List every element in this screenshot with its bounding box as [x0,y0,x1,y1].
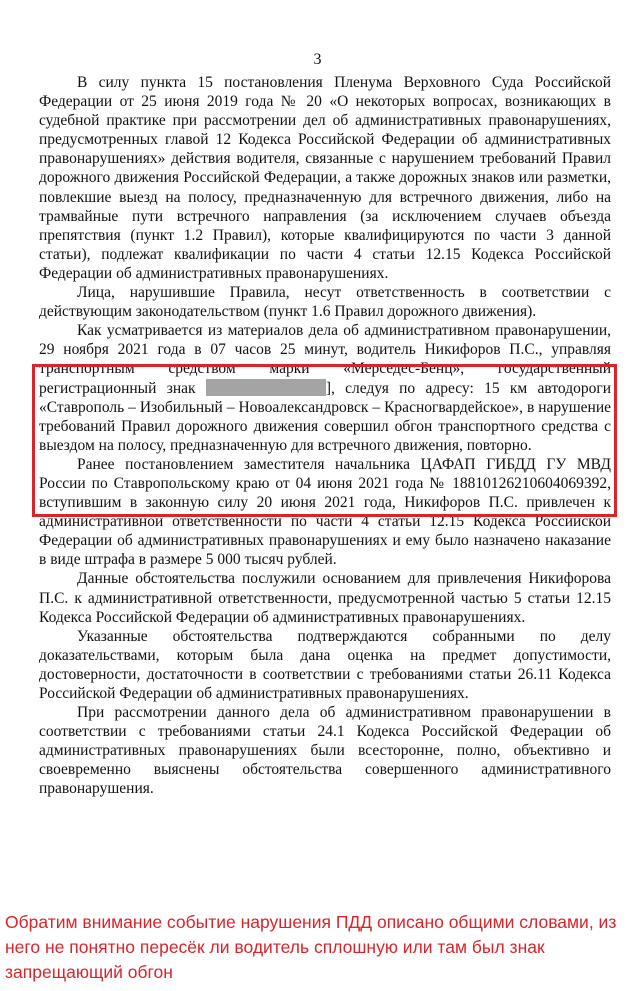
paragraph-legal-basis: В силу пункта 15 постановления Пленума Верховного Суда Российской Федерации от 25 июня 2019 года № 20 «О некоторых вопросах, возникающих в судебной практике при рассмотрении дел об административных правонарушениях, предусмотренных главой 12 Кодекса Российской Федерации об административных правонарушениях» действия водителя, связанные с нарушением требований Правил дорожного движения Российской Федерации, а также дорожных знаков или разметки, повлекшие выезд на полосу, предназначенную для встречного движения, либо на трамвайные пути встречного направления (за исключением случаев объезда препятствия (пункт 1.2 Правил), которые квалифицируются по части 3 данной статьи), подлежат квалификации по части 4 статьи 12.15 Кодекса Российской Федерации об административных правонарушениях. [39,74,611,282]
incident-text-part-1: Как усматривается из материалов дела об административном правонарушении, 29 ноября 2021 года в 07 часов 25 минут, водитель Никифоров П.С., управляя транспортным средством марки «Мерседес-Бенц», государственный регистрационный знак [39,322,611,397]
paragraph-evidence: Указанные обстоятельства подтверждаются собранными по делу доказательствами, которым была дана оценка на предмет допустимости, достоверности, достаточности в соответствии с требованиями статьи 26.11 Кодекса Российской Федерации об административных правонарушениях. [39,627,611,702]
page-number: 3 [313,51,322,68]
paragraph-incident [39,321,611,455]
incident-text-part-2: ], следуя по адресу: 15 км автодороги «Ставрополь – Изобильный – Новоалександровск – Красногвардейское», в нарушение требований Правил дорожного движения совершил обгон транспортного средства с выездом на полосу, предназначенную для встречного движения, повторно. [39,379,611,454]
annotation-comment: Обратим внимание событие нарушения ПДД описано общими словами, из него не понятно пересёк ли водитель сплошную или там был знак запрещающий обгон [5,912,617,982]
paragraph-grounds: Данные обстоятельства послужили основанием для привлечения Никифорова П.С. к административной ответственности, предусмотренной частью 5 статьи 12.15 Кодекса Российской Федерации об административных правонарушениях. [39,570,611,626]
redacted-plate-number [206,379,326,396]
paragraph-prior-ruling: Ранее постановлением заместителя начальника ЦАФАП ГИБДД ГУ МВД России по Ставропольскому краю от 04 июня 2021 года № 18810126210604069392, вступившим в законную силу 20 июня 2021 года, Никифоров П.С. привлечен к административной ответственности по части 4 статьи 12.15 Кодекса Российской Федерации об административных правонарушениях и ему было назначено наказание в виде штрафа в размере 5 000 тысяч рублей. [39,455,611,569]
paragraph-liability: Лица, нарушившие Правила, несут ответственность в соответствии с действующим законодательством (пункт 1.6 Правил дорожного движения). [39,284,611,321]
document-body [39,73,611,799]
paragraph-review: При рассмотрении данного дела об административном правонарушении в соответствии с требованиями статьи 24.1 Кодекса Российской Федерации об административных правонарушениях были всесторонне, полно, объективно и своевременно выяснены обстоятельства совершенного административного правонарушения. [39,704,611,798]
